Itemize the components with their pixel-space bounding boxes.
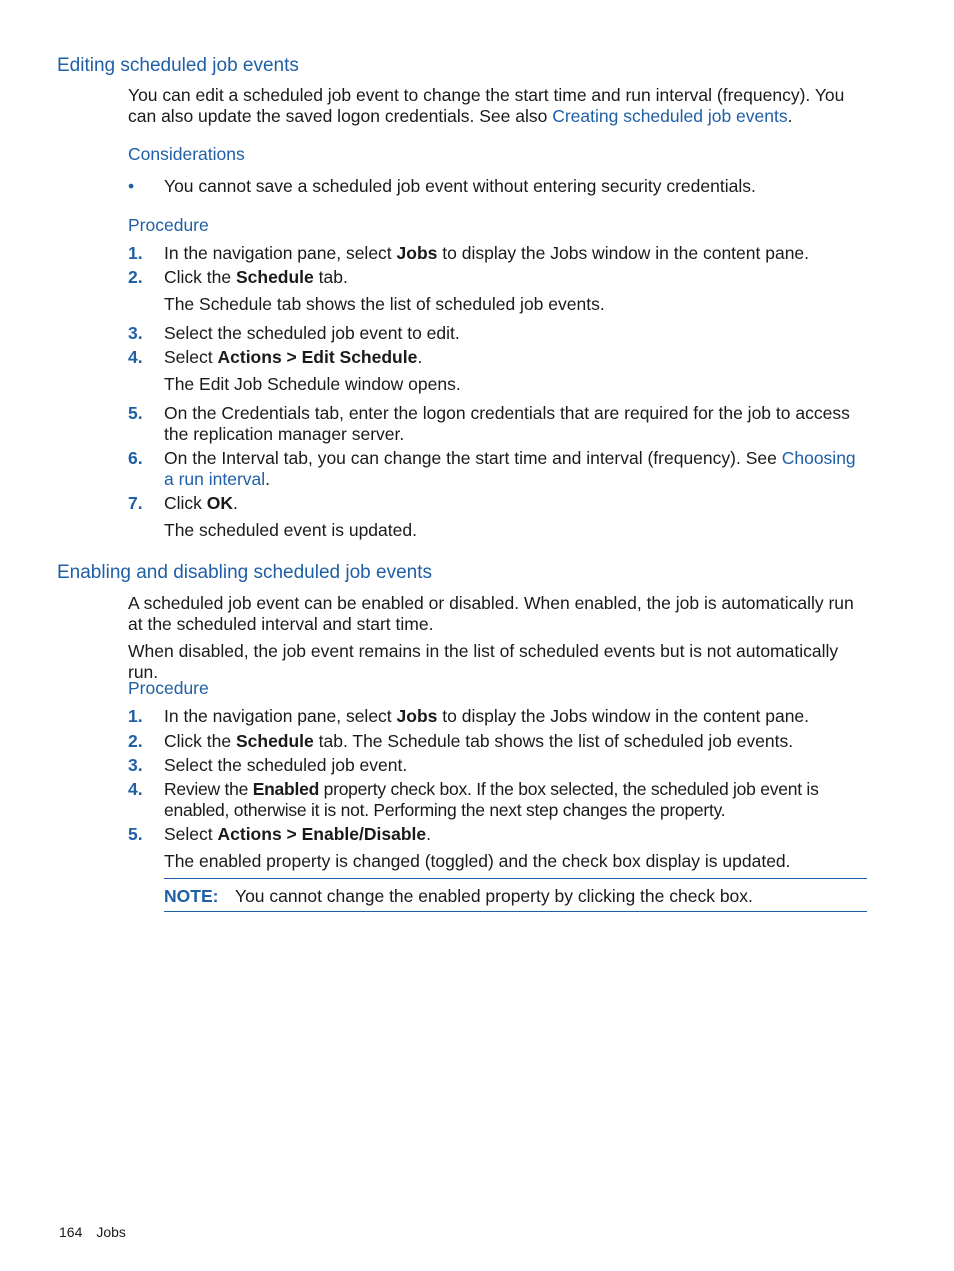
procedure-heading: Procedure: [128, 215, 209, 235]
step-3: [128, 755, 868, 776]
link-choosing-a-run-interval[interactable]: Choosing a run interval: [164, 448, 856, 489]
step-1: [128, 243, 868, 264]
step-text: .: [265, 469, 271, 489]
step-number: 5.: [128, 824, 143, 844]
note-label: NOTE:: [164, 886, 219, 906]
step-text: Select: [164, 824, 218, 844]
step-text: to display the Jobs window in the content pane.: [437, 706, 810, 726]
page-number: 164: [59, 1224, 83, 1240]
step-5: [128, 824, 868, 845]
step-text: .: [426, 824, 431, 844]
step-5: [128, 403, 868, 445]
step-3: [128, 323, 868, 344]
step-text: Select the scheduled job event to edit.: [164, 323, 460, 343]
step-7: [128, 493, 868, 514]
section2-paragraph-2: When disabled, the job event remains in the list of scheduled events but is not automatically run.: [128, 641, 839, 682]
step-number: 5.: [128, 403, 143, 423]
step-5-result: The enabled property is changed (toggled) and the check box display is updated.: [164, 851, 791, 871]
ui-term: Schedule: [235, 731, 314, 751]
ui-term: Enabled: [252, 779, 320, 799]
step-number: 1.: [128, 706, 143, 726]
step-text: Select the scheduled job event.: [164, 755, 408, 775]
considerations-heading: Considerations: [128, 144, 245, 164]
step-text: In the navigation pane, select: [164, 243, 397, 263]
list-item: [128, 176, 868, 197]
intro-text: You can edit a scheduled job event to change the start time and run interval (frequency). You can also update the saved logon credentials. See also: [128, 85, 845, 126]
ui-term: Schedule: [235, 267, 314, 287]
section2-paragraph-1: A scheduled job event can be enabled or disabled. When enabled, the job is automatically run at the scheduled interval and start time.: [128, 593, 854, 634]
link-creating-scheduled-job-events[interactable]: Creating scheduled job events: [552, 106, 788, 126]
ui-term: Actions > Enable/Disable: [217, 824, 427, 844]
consideration-text: You cannot save a scheduled job event without entering security credentials.: [164, 176, 756, 196]
step-text: On the Interval tab, you can change the start time and interval (frequency). See: [164, 448, 782, 468]
step-6: [128, 448, 868, 490]
note-box: [164, 878, 867, 912]
intro-paragraph: [128, 85, 868, 127]
step-2: [128, 731, 868, 752]
step-text: Click: [164, 493, 207, 513]
step-number: 2.: [128, 267, 143, 287]
step-text: property check box. If the box selected, the scheduled job event is enabled, otherwise it is not. Performing the next step changes the property.: [164, 779, 819, 820]
section-heading-editing: Editing scheduled job events: [57, 55, 299, 76]
ui-term: Jobs: [396, 706, 438, 726]
step-2: [128, 267, 868, 288]
step-2-result: The Schedule tab shows the list of scheduled job events.: [164, 294, 605, 314]
step-4-result: The Edit Job Schedule window opens.: [164, 374, 461, 394]
page-footer: [59, 1223, 126, 1241]
section-heading-enabling: Enabling and disabling scheduled job events: [57, 562, 432, 583]
step-text: tab.: [313, 267, 348, 287]
step-text: to display the Jobs window in the content pane.: [437, 243, 810, 263]
step-7-result: The scheduled event is updated.: [164, 520, 417, 540]
step-number: 1.: [128, 243, 143, 263]
step-1: [128, 706, 868, 727]
ui-term: Jobs: [396, 243, 438, 263]
step-4: [128, 347, 868, 368]
note-text: You cannot change the enabled property by clicking the check box.: [235, 886, 753, 906]
ui-term: OK: [206, 493, 234, 513]
chapter-name: Jobs: [96, 1224, 126, 1240]
step-number: 6.: [128, 448, 143, 468]
intro-end: .: [787, 106, 793, 126]
step-number: 3.: [128, 323, 143, 343]
step-text: On the Credentials tab, enter the logon credentials that are required for the job to access the replication manager server.: [164, 403, 850, 444]
step-text: tab. The Schedule tab shows the list of scheduled job events.: [313, 731, 794, 751]
step-4: [128, 779, 868, 821]
bullet-icon: •: [128, 176, 135, 196]
procedure-heading: Procedure: [128, 678, 209, 698]
step-number: 4.: [128, 347, 143, 367]
step-number: 4.: [128, 779, 143, 799]
step-text: .: [417, 347, 423, 367]
step-text: Click the: [164, 731, 236, 751]
step-number: 7.: [128, 493, 143, 513]
step-number: 2.: [128, 731, 143, 751]
step-text: Click the: [164, 267, 236, 287]
step-text: .: [233, 493, 238, 513]
step-number: 3.: [128, 755, 143, 775]
ui-term: Actions > Edit Schedule: [217, 347, 418, 367]
step-text: In the navigation pane, select: [164, 706, 397, 726]
step-text: Select: [164, 347, 218, 367]
step-text: Review the: [164, 779, 253, 799]
